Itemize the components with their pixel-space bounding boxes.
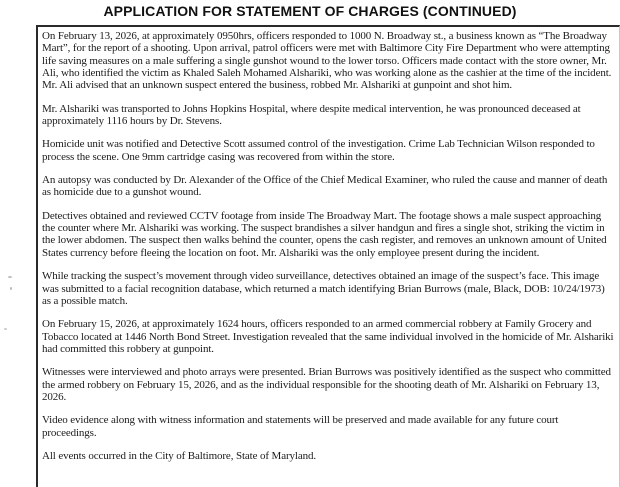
- scan-speck: [4, 328, 7, 330]
- scan-speck: [10, 287, 12, 290]
- document-title: APPLICATION FOR STATEMENT OF CHARGES (CONTINUED): [103, 3, 517, 19]
- paragraph: Homicide unit was notified and Detective Scott assumed control of the investigation. Crime Lab Technician Wilson responded to process the scene. One 9mm cartridge casing was recovered from within the store.: [42, 138, 595, 163]
- paragraph: While tracking the suspect’s movement through video surveillance, detectives obtained an image of the suspect’s face. This image was submitted to a facial recognition database, which returned a match identifying Brian Burrows (male, Black, DOB: 10/24/1973) as a possible match.: [42, 270, 605, 307]
- scan-speck: [8, 276, 12, 278]
- paragraph: On February 15, 2026, at approximately 1624 hours, officers responded to an armed commercial robbery at Family Grocery and Tobacco located at 1446 North Bond Street. Investigation revealed that the same individual involved in the homicide of Mr. Alshariki had committed this robbery at gunpoint.: [42, 318, 614, 355]
- paragraph: Mr. Alshariki was transported to Johns Hopkins Hospital, where despite medical intervention, he was pronounced deceased at approximately 1116 hours by Dr. Stevens.: [42, 102, 581, 128]
- paragraph: Detectives obtained and reviewed CCTV footage from inside The Broadway Mart. The footage shows a male suspect approaching the counter where Mr. Alshariki was working. The suspect brandishes a silver handgun and fires a single shot, striking the victim in the lower abdomen. The suspect then walks behind the counter, opens the cash register, and removes an unknown amount of United States currency before fleeing the location on foot. Mr. Alshariki was the only employee present during the incident.: [42, 209, 607, 259]
- paragraph: All events occurred in the City of Baltimore, State of Maryland.: [42, 449, 316, 462]
- paragraph: Witnesses were interviewed and photo arrays were presented. Brian Burrows was positively identified as the suspect who committed the armed robbery on February 15, 2026, and as the individual responsible for the shooting death of Mr. Alshariki on February 13, 2026.: [42, 366, 611, 403]
- paragraph: An autopsy was conducted by Dr. Alexander of the Office of the Chief Medical Examiner, who ruled the cause and manner of death as homicide due to a gunshot wound.: [42, 174, 608, 199]
- paragraph: Video evidence along with witness information and statements will be preserved and made available for any future court proceedings.: [42, 414, 559, 439]
- paragraph: On February 13, 2026, at approximately 0950hrs, officers responded to 1000 N. Broadway st., a business known as “The Broadway Mart”, for the report of a shooting. Upon arrival, patrol officers were met with Baltimore City Fire Department who were attempting life saving measures on a male suffering a single gunshot wound to the lower torso. Officers made contact with the store owner, Mr. Ali, who identified the victim as Khaled Saleh Mohamed Alshariki, who was working alone as the cashier at the time of the incident. Mr. Ali advised that an unknown suspect entered the business, robbed Mr. Alshariki at gunpoint and shot him.: [42, 30, 612, 92]
- charges-narrative-box: [36, 25, 620, 487]
